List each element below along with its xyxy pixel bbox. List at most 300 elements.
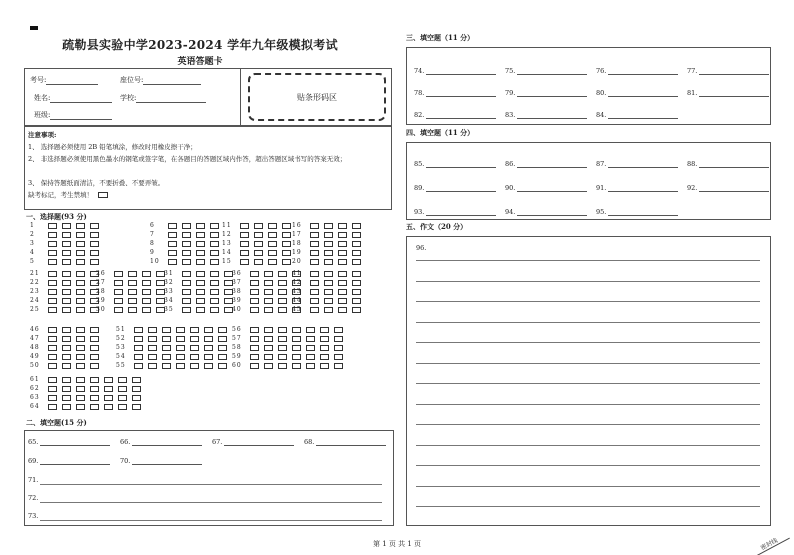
blank-line[interactable] — [608, 161, 678, 168]
answer-bubble[interactable] — [48, 223, 57, 229]
answer-bubble[interactable] — [338, 307, 347, 313]
answer-bubble[interactable] — [176, 345, 185, 351]
blank-line[interactable] — [426, 209, 496, 216]
answer-bubble[interactable] — [176, 363, 185, 369]
answer-bubble[interactable] — [218, 345, 227, 351]
answer-blank[interactable] — [212, 438, 294, 446]
answer-bubble[interactable] — [264, 289, 273, 295]
answer-bubble[interactable] — [48, 259, 57, 265]
answer-bubble[interactable] — [268, 259, 277, 265]
answer-bubble[interactable] — [148, 354, 157, 360]
answer-bubble[interactable] — [114, 298, 123, 304]
answer-bubble[interactable] — [90, 336, 99, 342]
answer-blank[interactable] — [505, 208, 587, 216]
answer-bubble[interactable] — [142, 271, 151, 277]
answer-blank[interactable] — [414, 67, 496, 75]
answer-bubble[interactable] — [264, 345, 273, 351]
writing-line[interactable] — [416, 322, 760, 323]
answer-bubble[interactable] — [48, 250, 57, 256]
answer-bubble[interactable] — [310, 223, 319, 229]
blank-line[interactable] — [699, 90, 769, 97]
answer-bubble[interactable] — [324, 271, 333, 277]
answer-bubble[interactable] — [76, 259, 85, 265]
answer-bubble[interactable] — [310, 241, 319, 247]
answer-bubble[interactable] — [182, 241, 191, 247]
answer-bubble[interactable] — [168, 250, 177, 256]
answer-bubble[interactable] — [320, 345, 329, 351]
answer-bubble[interactable] — [48, 271, 57, 277]
answer-bubble[interactable] — [76, 289, 85, 295]
answer-bubble[interactable] — [324, 232, 333, 238]
answer-blank[interactable] — [120, 457, 202, 465]
answer-bubble[interactable] — [148, 327, 157, 333]
answer-bubble[interactable] — [132, 377, 141, 383]
answer-bubble[interactable] — [118, 404, 127, 410]
answer-bubble[interactable] — [264, 354, 273, 360]
blank-line[interactable] — [40, 439, 110, 446]
answer-bubble[interactable] — [324, 298, 333, 304]
answer-bubble[interactable] — [278, 271, 287, 277]
answer-bubble[interactable] — [240, 223, 249, 229]
answer-bubble[interactable] — [90, 241, 99, 247]
answer-bubble[interactable] — [218, 327, 227, 333]
answer-bubble[interactable] — [190, 336, 199, 342]
answer-bubble[interactable] — [210, 250, 219, 256]
answer-bubble[interactable] — [196, 241, 205, 247]
writing-line[interactable] — [416, 486, 760, 487]
answer-bubble[interactable] — [324, 223, 333, 229]
answer-bubble[interactable] — [90, 363, 99, 369]
answer-blank[interactable] — [505, 89, 587, 97]
answer-blank[interactable] — [120, 438, 202, 446]
answer-bubble[interactable] — [196, 298, 205, 304]
answer-bubble[interactable] — [210, 223, 219, 229]
answer-blank[interactable] — [414, 160, 496, 168]
seat-no-field[interactable] — [120, 75, 201, 85]
answer-bubble[interactable] — [240, 232, 249, 238]
answer-bubble[interactable] — [210, 307, 219, 313]
answer-bubble[interactable] — [62, 354, 71, 360]
answer-bubble[interactable] — [48, 232, 57, 238]
blank-line[interactable] — [132, 439, 202, 446]
answer-bubble[interactable] — [190, 363, 199, 369]
answer-bubble[interactable] — [282, 223, 291, 229]
answer-bubble[interactable] — [162, 354, 171, 360]
answer-bubble[interactable] — [210, 280, 219, 286]
answer-bubble[interactable] — [76, 298, 85, 304]
answer-blank[interactable] — [596, 208, 678, 216]
answer-bubble[interactable] — [254, 241, 263, 247]
answer-bubble[interactable] — [250, 271, 259, 277]
answer-bubble[interactable] — [90, 250, 99, 256]
answer-bubble[interactable] — [306, 345, 315, 351]
answer-bubble[interactable] — [338, 271, 347, 277]
answer-bubble[interactable] — [134, 327, 143, 333]
answer-bubble[interactable] — [210, 241, 219, 247]
answer-bubble[interactable] — [282, 259, 291, 265]
answer-bubble[interactable] — [76, 345, 85, 351]
answer-bubble[interactable] — [48, 404, 57, 410]
answer-bubble[interactable] — [264, 280, 273, 286]
answer-bubble[interactable] — [62, 223, 71, 229]
answer-bubble[interactable] — [278, 298, 287, 304]
answer-bubble[interactable] — [176, 336, 185, 342]
answer-bubble[interactable] — [292, 363, 301, 369]
answer-bubble[interactable] — [278, 363, 287, 369]
answer-bubble[interactable] — [310, 259, 319, 265]
answer-bubble[interactable] — [196, 232, 205, 238]
answer-bubble[interactable] — [48, 307, 57, 313]
answer-bubble[interactable] — [352, 232, 361, 238]
writing-line[interactable] — [416, 424, 760, 425]
blank-line[interactable] — [517, 112, 587, 119]
answer-bubble[interactable] — [334, 354, 343, 360]
answer-bubble[interactable] — [134, 345, 143, 351]
writing-line[interactable] — [416, 445, 760, 446]
answer-bubble[interactable] — [62, 232, 71, 238]
answer-bubble[interactable] — [118, 377, 127, 383]
answer-blank[interactable] — [414, 184, 496, 192]
answer-bubble[interactable] — [176, 327, 185, 333]
answer-bubble[interactable] — [268, 232, 277, 238]
blank-line[interactable] — [426, 90, 496, 97]
answer-bubble[interactable] — [90, 232, 99, 238]
answer-bubble[interactable] — [324, 289, 333, 295]
answer-bubble[interactable] — [76, 363, 85, 369]
answer-bubble[interactable] — [250, 307, 259, 313]
answer-bubble[interactable] — [142, 298, 151, 304]
answer-bubble[interactable] — [62, 280, 71, 286]
blank-line[interactable] — [608, 209, 678, 216]
answer-bubble[interactable] — [182, 298, 191, 304]
answer-bubble[interactable] — [218, 363, 227, 369]
answer-bubble[interactable] — [128, 271, 137, 277]
answer-bubble[interactable] — [62, 404, 71, 410]
answer-bubble[interactable] — [76, 404, 85, 410]
answer-bubble[interactable] — [292, 345, 301, 351]
answer-bubble[interactable] — [310, 250, 319, 256]
answer-bubble[interactable] — [134, 354, 143, 360]
answer-bubble[interactable] — [278, 354, 287, 360]
answer-bubble[interactable] — [218, 336, 227, 342]
answer-bubble[interactable] — [168, 259, 177, 265]
answer-blank[interactable] — [414, 208, 496, 216]
answer-bubble[interactable] — [338, 250, 347, 256]
answer-bubble[interactable] — [190, 327, 199, 333]
answer-bubble[interactable] — [324, 259, 333, 265]
answer-bubble[interactable] — [182, 232, 191, 238]
answer-bubble[interactable] — [306, 336, 315, 342]
answer-bubble[interactable] — [324, 250, 333, 256]
answer-bubble[interactable] — [278, 280, 287, 286]
answer-bubble[interactable] — [338, 280, 347, 286]
answer-blank[interactable] — [687, 89, 769, 97]
answer-line[interactable] — [40, 502, 382, 503]
answer-bubble[interactable] — [320, 336, 329, 342]
absent-checkbox[interactable] — [98, 192, 108, 198]
answer-bubble[interactable] — [76, 241, 85, 247]
answer-blank[interactable] — [28, 438, 110, 446]
answer-bubble[interactable] — [338, 232, 347, 238]
answer-bubble[interactable] — [264, 363, 273, 369]
answer-bubble[interactable] — [320, 354, 329, 360]
writing-line[interactable] — [416, 506, 760, 507]
answer-bubble[interactable] — [334, 345, 343, 351]
answer-bubble[interactable] — [352, 223, 361, 229]
blank-line[interactable] — [608, 68, 678, 75]
answer-bubble[interactable] — [310, 271, 319, 277]
answer-bubble[interactable] — [104, 386, 113, 392]
writing-line[interactable] — [416, 260, 760, 261]
answer-bubble[interactable] — [62, 241, 71, 247]
answer-bubble[interactable] — [62, 345, 71, 351]
answer-bubble[interactable] — [76, 377, 85, 383]
answer-bubble[interactable] — [76, 336, 85, 342]
answer-blank[interactable] — [414, 89, 496, 97]
answer-bubble[interactable] — [162, 327, 171, 333]
blank-line[interactable] — [517, 161, 587, 168]
answer-bubble[interactable] — [292, 336, 301, 342]
answer-bubble[interactable] — [196, 289, 205, 295]
answer-bubble[interactable] — [338, 223, 347, 229]
answer-line[interactable] — [40, 484, 382, 485]
answer-bubble[interactable] — [48, 377, 57, 383]
blank-line[interactable] — [224, 439, 294, 446]
answer-bubble[interactable] — [250, 327, 259, 333]
answer-bubble[interactable] — [62, 259, 71, 265]
answer-bubble[interactable] — [76, 250, 85, 256]
answer-bubble[interactable] — [76, 327, 85, 333]
answer-bubble[interactable] — [190, 354, 199, 360]
answer-blank[interactable] — [596, 111, 678, 119]
answer-bubble[interactable] — [196, 250, 205, 256]
answer-bubble[interactable] — [282, 250, 291, 256]
answer-bubble[interactable] — [250, 354, 259, 360]
answer-bubble[interactable] — [196, 259, 205, 265]
answer-bubble[interactable] — [48, 395, 57, 401]
answer-bubble[interactable] — [76, 386, 85, 392]
answer-bubble[interactable] — [282, 241, 291, 247]
answer-bubble[interactable] — [48, 363, 57, 369]
answer-bubble[interactable] — [334, 363, 343, 369]
writing-line[interactable] — [416, 383, 760, 384]
answer-bubble[interactable] — [90, 395, 99, 401]
answer-bubble[interactable] — [352, 250, 361, 256]
answer-blank[interactable] — [596, 160, 678, 168]
answer-bubble[interactable] — [204, 345, 213, 351]
blank-line[interactable] — [426, 112, 496, 119]
answer-bubble[interactable] — [240, 259, 249, 265]
answer-bubble[interactable] — [162, 345, 171, 351]
answer-bubble[interactable] — [182, 289, 191, 295]
blank-line[interactable] — [608, 185, 678, 192]
answer-bubble[interactable] — [320, 363, 329, 369]
answer-bubble[interactable] — [204, 336, 213, 342]
answer-bubble[interactable] — [324, 307, 333, 313]
answer-bubble[interactable] — [104, 395, 113, 401]
answer-bubble[interactable] — [62, 395, 71, 401]
blank-line[interactable] — [699, 185, 769, 192]
answer-bubble[interactable] — [182, 280, 191, 286]
name-field[interactable] — [34, 93, 112, 103]
answer-bubble[interactable] — [128, 289, 137, 295]
answer-bubble[interactable] — [196, 307, 205, 313]
answer-bubble[interactable] — [352, 298, 361, 304]
answer-bubble[interactable] — [90, 259, 99, 265]
answer-bubble[interactable] — [118, 386, 127, 392]
answer-bubble[interactable] — [132, 386, 141, 392]
school-field[interactable] — [120, 93, 206, 103]
answer-bubble[interactable] — [334, 336, 343, 342]
answer-bubble[interactable] — [278, 289, 287, 295]
answer-bubble[interactable] — [90, 345, 99, 351]
answer-bubble[interactable] — [118, 395, 127, 401]
answer-bubble[interactable] — [176, 354, 185, 360]
answer-bubble[interactable] — [338, 298, 347, 304]
answer-bubble[interactable] — [114, 289, 123, 295]
answer-bubble[interactable] — [48, 289, 57, 295]
answer-bubble[interactable] — [90, 377, 99, 383]
answer-blank[interactable] — [304, 438, 386, 446]
answer-bubble[interactable] — [306, 363, 315, 369]
answer-blank[interactable] — [505, 184, 587, 192]
answer-bubble[interactable] — [48, 241, 57, 247]
writing-line[interactable] — [416, 404, 760, 405]
answer-bubble[interactable] — [338, 241, 347, 247]
answer-bubble[interactable] — [352, 271, 361, 277]
answer-bubble[interactable] — [148, 336, 157, 342]
answer-bubble[interactable] — [142, 289, 151, 295]
answer-bubble[interactable] — [250, 363, 259, 369]
answer-bubble[interactable] — [142, 280, 151, 286]
blank-line[interactable] — [699, 161, 769, 168]
answer-bubble[interactable] — [76, 395, 85, 401]
answer-bubble[interactable] — [250, 345, 259, 351]
writing-line[interactable] — [416, 342, 760, 343]
answer-bubble[interactable] — [196, 223, 205, 229]
answer-bubble[interactable] — [338, 289, 347, 295]
answer-blank[interactable] — [28, 457, 110, 465]
blank-line[interactable] — [517, 90, 587, 97]
blank-line[interactable] — [517, 68, 587, 75]
answer-bubble[interactable] — [264, 307, 273, 313]
answer-bubble[interactable] — [204, 354, 213, 360]
answer-bubble[interactable] — [292, 354, 301, 360]
writing-line[interactable] — [416, 465, 760, 466]
answer-blank[interactable] — [596, 184, 678, 192]
answer-blank[interactable] — [414, 111, 496, 119]
answer-bubble[interactable] — [310, 289, 319, 295]
blank-line[interactable] — [426, 68, 496, 75]
answer-bubble[interactable] — [264, 271, 273, 277]
answer-bubble[interactable] — [240, 241, 249, 247]
answer-bubble[interactable] — [48, 354, 57, 360]
answer-bubble[interactable] — [210, 271, 219, 277]
answer-bubble[interactable] — [142, 307, 151, 313]
answer-bubble[interactable] — [334, 327, 343, 333]
answer-bubble[interactable] — [352, 241, 361, 247]
class-field[interactable] — [34, 110, 112, 120]
answer-bubble[interactable] — [76, 307, 85, 313]
answer-bubble[interactable] — [62, 271, 71, 277]
answer-bubble[interactable] — [62, 250, 71, 256]
answer-bubble[interactable] — [48, 386, 57, 392]
answer-bubble[interactable] — [310, 298, 319, 304]
answer-blank[interactable] — [505, 111, 587, 119]
answer-bubble[interactable] — [338, 259, 347, 265]
answer-blank[interactable] — [505, 160, 587, 168]
answer-bubble[interactable] — [90, 223, 99, 229]
answer-bubble[interactable] — [76, 232, 85, 238]
answer-bubble[interactable] — [162, 336, 171, 342]
answer-bubble[interactable] — [352, 259, 361, 265]
answer-bubble[interactable] — [306, 327, 315, 333]
blank-line[interactable] — [699, 68, 769, 75]
exam-no-field[interactable] — [30, 75, 98, 85]
answer-bubble[interactable] — [76, 354, 85, 360]
answer-bubble[interactable] — [62, 336, 71, 342]
answer-bubble[interactable] — [320, 327, 329, 333]
answer-bubble[interactable] — [134, 336, 143, 342]
blank-line[interactable] — [426, 161, 496, 168]
blank-line[interactable] — [517, 209, 587, 216]
answer-blank[interactable] — [596, 67, 678, 75]
answer-bubble[interactable] — [90, 404, 99, 410]
answer-bubble[interactable] — [132, 404, 141, 410]
writing-line[interactable] — [416, 281, 760, 282]
answer-bubble[interactable] — [48, 336, 57, 342]
answer-bubble[interactable] — [210, 289, 219, 295]
answer-bubble[interactable] — [62, 289, 71, 295]
answer-bubble[interactable] — [62, 298, 71, 304]
answer-bubble[interactable] — [264, 298, 273, 304]
answer-bubble[interactable] — [324, 280, 333, 286]
answer-bubble[interactable] — [104, 377, 113, 383]
blank-line[interactable] — [132, 458, 202, 465]
answer-bubble[interactable] — [114, 271, 123, 277]
answer-bubble[interactable] — [254, 259, 263, 265]
answer-bubble[interactable] — [90, 327, 99, 333]
answer-bubble[interactable] — [268, 250, 277, 256]
answer-bubble[interactable] — [162, 363, 171, 369]
answer-bubble[interactable] — [48, 345, 57, 351]
answer-bubble[interactable] — [76, 280, 85, 286]
answer-bubble[interactable] — [306, 354, 315, 360]
answer-bubble[interactable] — [204, 327, 213, 333]
answer-bubble[interactable] — [132, 395, 141, 401]
answer-bubble[interactable] — [196, 280, 205, 286]
answer-blank[interactable] — [596, 89, 678, 97]
answer-bubble[interactable] — [168, 232, 177, 238]
answer-blank[interactable] — [687, 184, 769, 192]
answer-bubble[interactable] — [278, 336, 287, 342]
answer-bubble[interactable] — [168, 223, 177, 229]
answer-bubble[interactable] — [352, 280, 361, 286]
answer-bubble[interactable] — [204, 363, 213, 369]
blank-line[interactable] — [40, 458, 110, 465]
answer-bubble[interactable] — [114, 307, 123, 313]
answer-bubble[interactable] — [282, 232, 291, 238]
answer-bubble[interactable] — [168, 241, 177, 247]
answer-line[interactable] — [40, 520, 382, 521]
answer-bubble[interactable] — [48, 280, 57, 286]
blank-line[interactable] — [517, 185, 587, 192]
answer-bubble[interactable] — [240, 250, 249, 256]
blank-line[interactable] — [608, 90, 678, 97]
blank-line[interactable] — [426, 185, 496, 192]
answer-bubble[interactable] — [352, 289, 361, 295]
answer-bubble[interactable] — [182, 307, 191, 313]
